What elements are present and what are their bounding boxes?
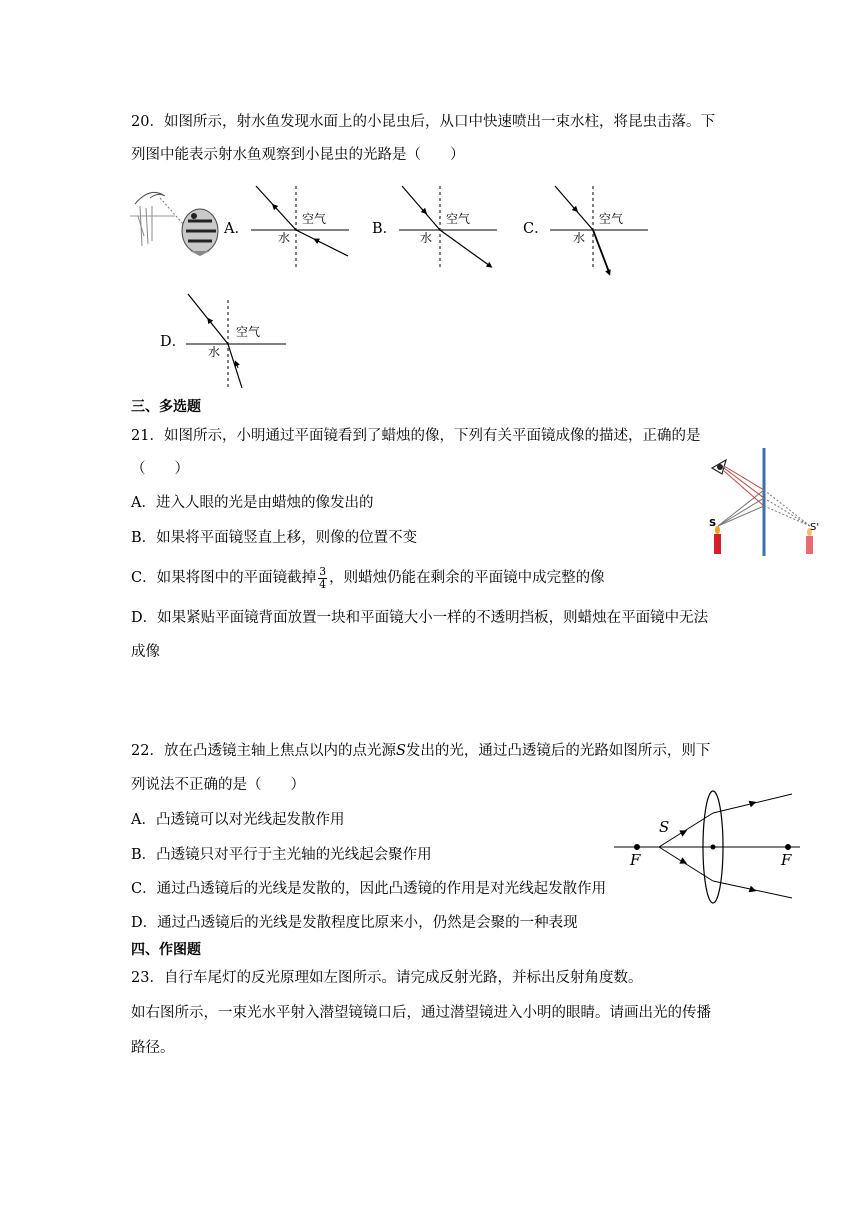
q20-diagram-c (545, 182, 655, 277)
fig-focus-right-label: F (781, 851, 792, 869)
q20-b-water-label: 水 (420, 231, 433, 245)
q23-line1: 23．自行车尾灯的反光原理如左图所示。请完成反射光路，并标出反射角度数。 (131, 970, 643, 986)
section-4-heading: 四、作图题 (131, 942, 201, 958)
q23-line2: 如右图所示，一束光水平射入潜望镜镜口后，通过潜望镜进入小明的眼睛。请画出光的传播 (131, 1005, 711, 1021)
q20-diagram-a (246, 182, 356, 272)
q21-option-b: B．如果将平面镜竖直上移，则像的位置不变 (131, 530, 418, 546)
q20-line1: 20．如图所示，射水鱼发现水面上的小昆虫后，从口中快速喷出一束水柱，将昆虫击落。下 (131, 114, 715, 130)
archer-fish-image (130, 186, 225, 256)
q21-line2: （ ） (131, 461, 189, 477)
q20-a-water-label: 水 (278, 231, 291, 245)
q23-line3: 路径。 (131, 1040, 175, 1056)
q22-lens-figure (612, 788, 802, 913)
q20-option-a-label: A． (224, 221, 249, 237)
q20-line2: 列图中能表示射水鱼观察到小昆虫的光路是（ ） (131, 147, 465, 163)
q20-c-air-label: 空气 (599, 212, 624, 226)
fig-focus-left-label: F (630, 851, 641, 869)
q20-diagram-b (394, 182, 504, 272)
q22-line1 (131, 741, 710, 761)
q20-a-air-label: 空气 (302, 212, 327, 226)
q21-option-c (131, 563, 605, 593)
q20-option-c-label: C． (523, 221, 549, 237)
q22-line1-post: 发出的光，通过凸透镜后的光路如图所示，则下 (405, 743, 711, 759)
q21-option-d-line2: 成像 (131, 644, 160, 660)
fig-lens-s-label: S (659, 818, 670, 836)
q21-option-d-line1: D．如果紧贴平面镜背面放置一块和平面镜大小一样的不透明挡板，则蜡烛在平面镜中无法 (131, 610, 709, 626)
q21-line1: 21．如图所示，小明通过平面镜看到了蜡烛的像，下列有关平面镜成像的描述，正确的是 (131, 428, 701, 444)
q22-option-c: C．通过凸透镜后的光线是发散的，因此凸透镜的作用是对光线起发散作用 (131, 881, 607, 897)
q22-option-a: A．凸透镜可以对光线起发散作用 (131, 812, 345, 828)
q20-d-water-label: 水 (208, 345, 221, 359)
q21-mirror-figure (700, 446, 825, 558)
q21-option-c-post: ，则蜡烛仍能在剩余的平面镜中成完整的像 (329, 570, 605, 586)
q20-option-b-label: B． (372, 221, 398, 237)
q22-option-b: B．凸透镜只对平行于主光轴的光线起会聚作用 (131, 847, 432, 863)
q22-line1-pre: 22．放在凸透镜主轴上焦点以内的点光源 (131, 743, 396, 759)
q20-d-air-label: 空气 (236, 325, 261, 339)
fraction (318, 566, 327, 591)
fraction-numerator: 3 (319, 564, 327, 578)
q20-diagram-d (182, 292, 292, 392)
q20-b-air-label: 空气 (446, 212, 471, 226)
q21-option-a: A．进入人眼的光是由蜡烛的像发出的 (131, 495, 374, 511)
q21-option-c-pre: C．如果将图中的平面镜截掉 (131, 570, 317, 586)
q20-option-d-label: D． (160, 334, 187, 350)
q22-option-d: D．通过凸透镜后的光线是发散程度比原来小，仍然是会聚的一种表现 (131, 915, 578, 931)
section-3-heading: 三、多选题 (131, 399, 201, 415)
q20-c-water-label: 水 (573, 231, 586, 245)
q22-line2: 列说法不正确的是（ ） (131, 777, 305, 793)
fig-s-label: S (709, 518, 717, 529)
fig-s-prime-label: S' (810, 522, 820, 533)
q22-line1-s: S (395, 743, 406, 759)
fraction-denominator: 4 (319, 577, 327, 591)
